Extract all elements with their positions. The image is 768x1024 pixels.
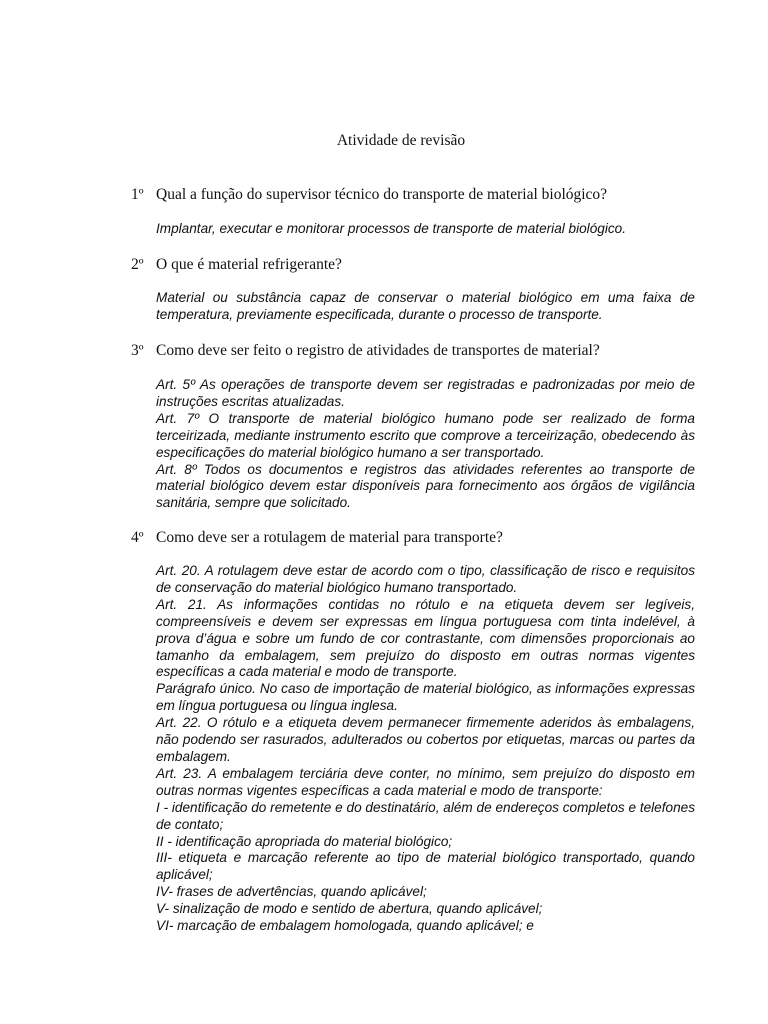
answer-paragraph: Art. 20. A rotulagem deve estar de acordo com o tipo, classificação de risco e requisitos de conservação do material biológico humano transportado. [156,563,695,595]
question-text: Qual a função do supervisor técnico do transporte de material biológico? [156,186,608,203]
answer-paragraph: VI- marcação de embalagem homologada, quando aplicável; e [156,918,534,934]
question-number: 1º [131,186,144,203]
answer-paragraph: Art. 21. As informações contidas no rótulo e na etiqueta devem ser legíveis, compreensíveis e devem ser expressas em língua portuguesa com tinta indelével, à prova d’água e sobre um fundo de cor contrastante, com dimensões proporcionais ao tamanho da embalagem, sem prejuízo do disposto em outras normas vigentes específicas a cada material e modo de transporte. [156,596,695,680]
question-text: Como deve ser feito o registro de atividades de transportes de material? [156,342,600,359]
answer-paragraph: Implantar, executar e monitorar processos de transporte de material biológico. [156,221,626,236]
answer-paragraph: Art. 8º Todos os documentos e registros das atividades referentes ao transporte de material biológico devem estar disponíveis para fornecimento aos órgãos de vigilância sanitária, sempre que solicitado. [156,461,695,511]
answer-1 [156,221,695,238]
answer-2 [156,290,695,324]
question-number: 3º [131,342,144,359]
answer-paragraph: Art. 23. A embalagem terciária deve conter, no mínimo, sem prejuízo do disposto em outras normas vigentes específicas a cada material e modo de transporte: [156,765,695,798]
answer-4 [156,563,695,935]
answer-paragraph: Parágrafo único. No caso de importação de material biológico, as informações expressas em língua portuguesa ou língua inglesa. [156,681,695,714]
answer-paragraph: V- sinalização de modo e sentido de abertura, quando aplicável; [156,901,543,917]
answer-paragraph: Art. 5º As operações de transporte devem ser registradas e padronizadas por meio de instruções escritas atualizadas. [156,377,695,409]
question-text: O que é material refrigerante? [156,256,342,273]
question-text: Como deve ser a rotulagem de material para transporte? [156,529,503,546]
answer-paragraph: I - identificação do remetente e do destinatário, além de endereços completos e telefones de contato; [156,799,695,832]
answer-paragraph: IV- frases de advertências, quando aplicável; [156,884,427,900]
answer-3 [156,377,695,512]
question-number: 4º [131,529,144,546]
answer-paragraph: III- etiqueta e marcação referente ao tipo de material biológico transportado, quando aplicável; [156,850,695,883]
question-number: 2º [131,256,144,273]
document-title: Atividade de revisão [336,132,466,149]
answer-paragraph: Material ou substância capaz de conservar o material biológico em uma faixa de temperatura, previamente especificada, durante o processo de transporte. [156,290,695,322]
answer-paragraph: Art. 7º O transporte de material biológico humano pode ser realizado de forma terceirizada, mediante instrumento escrito que comprove a terceirização, obedecendo às especificações do material biológico humano a ser transportado. [156,410,695,460]
answer-paragraph: II - identificação apropriada do material biológico; [156,833,453,849]
answer-paragraph: Art. 22. O rótulo e a etiqueta devem permanecer firmemente aderidos às embalagens, não podendo ser rasurados, adulterados ou cobertos por etiquetas, marcas ou partes da embalagem. [156,715,695,764]
